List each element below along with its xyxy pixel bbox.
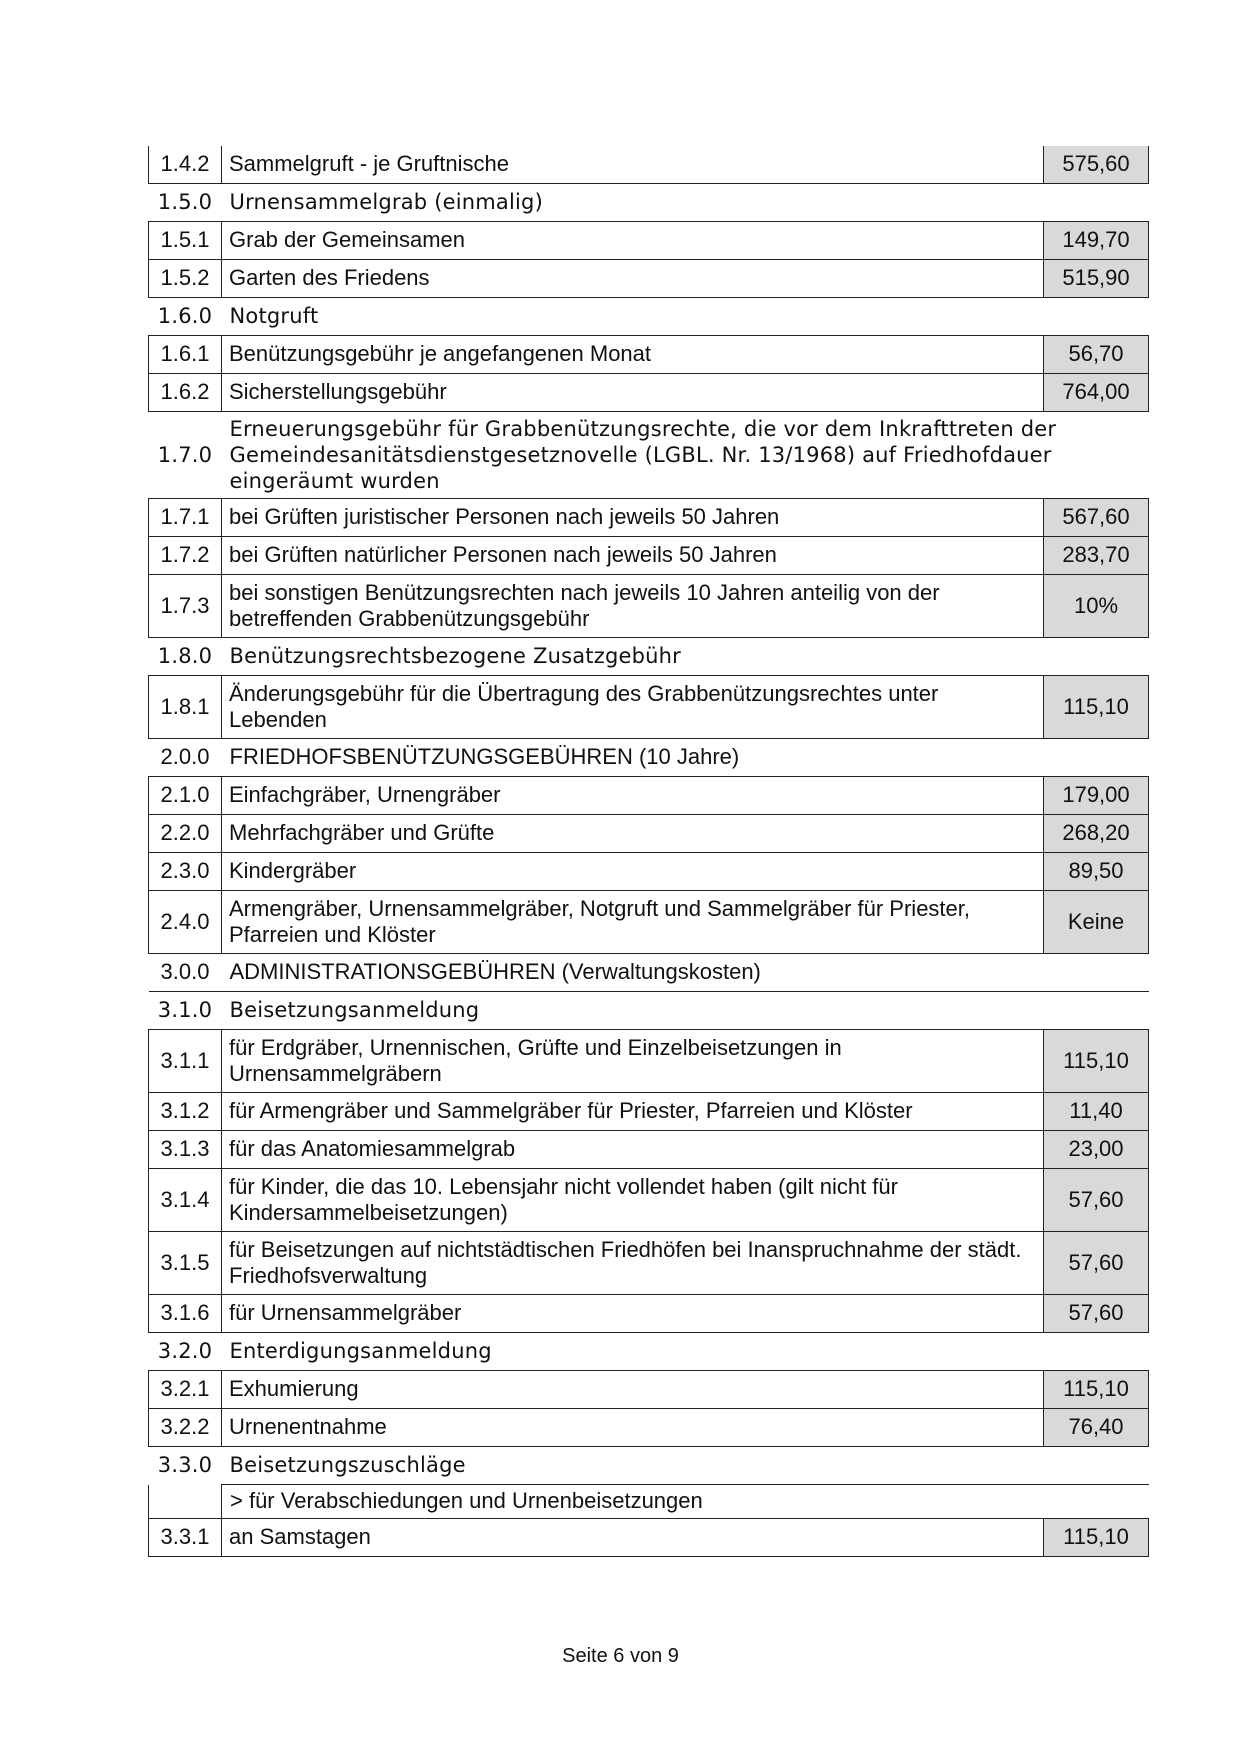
subheader-row (149, 1485, 1149, 1519)
section-code: 3.3.0 (157, 1453, 213, 1478)
section-code: 1.7.0 (157, 442, 213, 467)
section-row (149, 739, 1149, 777)
row-code: 2.1.0 (149, 777, 222, 815)
row-fee-value: 10% (1044, 575, 1149, 638)
row-code: 1.5.2 (149, 260, 222, 298)
row-code: 3.2.1 (149, 1371, 222, 1409)
section-row (149, 184, 1149, 222)
row-fee-value: 764,00 (1044, 374, 1149, 412)
row-fee-value: 149,70 (1044, 222, 1149, 260)
row-fee-value: 76,40 (1044, 1409, 1149, 1447)
row-description: Exhumierung (222, 1371, 1044, 1409)
subheader-title: > für Verabschiedungen und Urnenbeisetzungen (222, 1485, 1149, 1519)
row-description: für Kinder, die das 10. Lebensjahr nicht vollendet haben (gilt nicht für Kindersammelbeisetzungen) (222, 1169, 1044, 1232)
row-code: 3.1.3 (149, 1131, 222, 1169)
row-fee-value: 57,60 (1044, 1169, 1149, 1232)
table-row (149, 891, 1149, 954)
table-row (149, 777, 1149, 815)
table-row (149, 1519, 1149, 1557)
table-row (149, 336, 1149, 374)
row-code: 3.1.2 (149, 1093, 222, 1131)
section-code: 1.5.0 (157, 190, 213, 214)
table-row (149, 1030, 1149, 1093)
section-title: Beisetzungsanmeldung (229, 998, 480, 1022)
row-description: Grab der Gemeinsamen (222, 222, 1044, 260)
row-fee-value: 567,60 (1044, 499, 1149, 537)
row-fee-value: 179,00 (1044, 777, 1149, 815)
row-description: Mehrfachgräber und Grüfte (222, 815, 1044, 853)
section-code: 1.8.0 (157, 644, 213, 668)
row-fee-value: 515,90 (1044, 260, 1149, 298)
row-description: für Urnensammelgräber (222, 1295, 1044, 1333)
row-description: für das Anatomiesammelgrab (222, 1131, 1044, 1169)
fee-table-container (148, 146, 1148, 1557)
row-code: 1.7.2 (149, 537, 222, 575)
subheader-code (149, 1485, 222, 1519)
row-code: 1.7.3 (149, 575, 222, 638)
row-fee-value: 115,10 (1044, 1030, 1149, 1093)
section-title: Notgruft (229, 304, 319, 328)
row-fee-value: 57,60 (1044, 1232, 1149, 1295)
row-description: Änderungsgebühr für die Übertragung des Grabbenützungsrechtes unter Lebenden (222, 676, 1044, 739)
table-row (149, 575, 1149, 638)
table-row (149, 374, 1149, 412)
section-row (149, 992, 1149, 1030)
row-description: für Beisetzungen auf nichtstädtischen Friedhöfen bei Inanspruchnahme der städt. Friedhofsverwaltung (222, 1232, 1044, 1295)
row-code: 1.5.1 (149, 222, 222, 260)
section-row (149, 638, 1149, 676)
section-row (149, 1447, 1149, 1485)
section-title: Beisetzungszuschläge (229, 1453, 466, 1477)
row-fee-value: 115,10 (1044, 1519, 1149, 1557)
table-row (149, 853, 1149, 891)
row-description: bei Grüften natürlicher Personen nach jeweils 50 Jahren (222, 537, 1044, 575)
section-row (149, 298, 1149, 336)
row-code: 1.6.2 (149, 374, 222, 412)
table-row (149, 815, 1149, 853)
row-fee-value: 57,60 (1044, 1295, 1149, 1333)
row-description: Garten des Friedens (222, 260, 1044, 298)
row-code: 1.6.1 (149, 336, 222, 374)
table-row (149, 1093, 1149, 1131)
section-row (149, 1333, 1149, 1371)
row-code: 3.1.1 (149, 1030, 222, 1093)
row-description: für Erdgräber, Urnennischen, Grüfte und Einzelbeisetzungen in Urnensammelgräbern (222, 1030, 1044, 1093)
row-description: für Armengräber und Sammelgräber für Priester, Pfarreien und Klöster (222, 1093, 1044, 1131)
section-title: ADMINISTRATIONSGEBÜHREN (Verwaltungskosten) (222, 954, 1149, 992)
table-row (149, 499, 1149, 537)
section-title: Urnensammelgrab (einmalig) (229, 190, 543, 214)
section-title: Erneuerungsgebühr für Grabbenützungsrechte, die vor dem Inkrafttreten der Gemeindesanitätsdienstgesetznovelle (LGBL. Nr. 13/1968) auf Friedhofdauer eingeräumt wurden (229, 416, 1057, 493)
row-description: Sammelgruft - je Gruftnische (222, 146, 1044, 184)
section-code: 1.6.0 (157, 304, 213, 328)
table-row (149, 1169, 1149, 1232)
row-code: 2.4.0 (149, 891, 222, 954)
section-title: Benützungsrechtsbezogene Zusatzgebühr (229, 644, 681, 668)
row-code: 3.1.6 (149, 1295, 222, 1333)
section-code: 3.0.0 (149, 954, 222, 992)
table-row (149, 1409, 1149, 1447)
row-fee-value: Keine (1044, 891, 1149, 954)
row-description: Urnenentnahme (222, 1409, 1044, 1447)
row-code: 3.1.4 (149, 1169, 222, 1232)
row-code: 1.8.1 (149, 676, 222, 739)
row-description: Kindergräber (222, 853, 1044, 891)
table-row (149, 222, 1149, 260)
row-description: Sicherstellungsgebühr (222, 374, 1044, 412)
table-row (149, 1371, 1149, 1409)
row-fee-value: 575,60 (1044, 146, 1149, 184)
section-title: FRIEDHOFSBENÜTZUNGSGEBÜHREN (10 Jahre) (229, 744, 740, 769)
section-row (149, 412, 1149, 499)
table-row (149, 146, 1149, 184)
row-fee-value: 115,10 (1044, 1371, 1149, 1409)
fee-table (148, 146, 1149, 1557)
section-code: 3.2.0 (157, 1339, 213, 1363)
row-code: 2.2.0 (149, 815, 222, 853)
row-fee-value: 56,70 (1044, 336, 1149, 374)
row-fee-value: 268,20 (1044, 815, 1149, 853)
row-fee-value: 115,10 (1044, 676, 1149, 739)
row-fee-value: 23,00 (1044, 1131, 1149, 1169)
row-code: 3.3.1 (149, 1519, 222, 1557)
row-code: 3.1.5 (149, 1232, 222, 1295)
row-fee-value: 89,50 (1044, 853, 1149, 891)
row-description: bei sonstigen Benützungsrechten nach jeweils 10 Jahren anteilig von der betreffenden Grabbenützungsgebühr (222, 575, 1044, 638)
section-title: Enterdigungsanmeldung (229, 1339, 492, 1363)
section-code: 3.1.0 (157, 998, 213, 1022)
row-description: Armengräber, Urnensammelgräber, Notgruft und Sammelgräber für Priester, Pfarreien und Klöster (222, 891, 1044, 954)
section-row (149, 954, 1149, 992)
row-code: 2.3.0 (149, 853, 222, 891)
row-code: 1.4.2 (149, 146, 222, 184)
row-description: Benützungsgebühr je angefangenen Monat (222, 336, 1044, 374)
table-row (149, 537, 1149, 575)
row-fee-value: 11,40 (1044, 1093, 1149, 1131)
row-description: Einfachgräber, Urnengräber (222, 777, 1044, 815)
table-row (149, 676, 1149, 739)
row-code: 1.7.1 (149, 499, 222, 537)
table-row (149, 260, 1149, 298)
row-fee-value: 283,70 (1044, 537, 1149, 575)
page-number: Seite 6 von 9 (562, 1645, 679, 1667)
row-code: 3.2.2 (149, 1409, 222, 1447)
row-description: an Samstagen (222, 1519, 1044, 1557)
table-row (149, 1131, 1149, 1169)
table-row (149, 1295, 1149, 1333)
table-row (149, 1232, 1149, 1295)
section-code: 2.0.0 (160, 744, 210, 769)
row-description: bei Grüften juristischer Personen nach jeweils 50 Jahren (222, 499, 1044, 537)
